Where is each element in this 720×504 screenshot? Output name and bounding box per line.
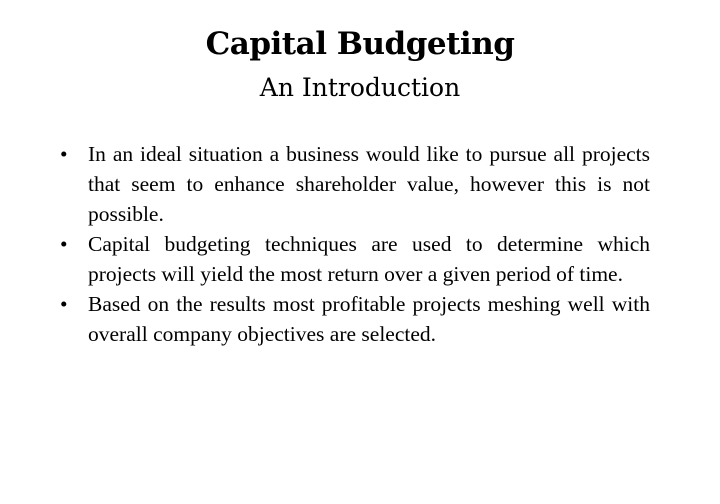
bullet-item <box>60 139 650 229</box>
bullet-marker-icon: • <box>60 232 68 256</box>
bullet-text: Based on the results most profitable projects meshing well with overall company objectives are selected. <box>88 292 650 346</box>
bullet-marker-icon: • <box>60 292 68 316</box>
bullet-item <box>60 229 650 289</box>
bullet-marker-icon: • <box>60 142 68 166</box>
bullet-list <box>60 139 650 349</box>
bullet-text: Capital budgeting techniques are used to determine which projects will yield the most return over a given period of time. <box>88 232 650 286</box>
slide-title: Capital Budgeting <box>205 26 515 62</box>
bullet-item <box>60 289 650 349</box>
slide-subtitle: An Introduction <box>259 73 461 102</box>
bullet-text: In an ideal situation a business would like to pursue all projects that seem to enhance shareholder value, however this is not possible. <box>88 142 650 226</box>
